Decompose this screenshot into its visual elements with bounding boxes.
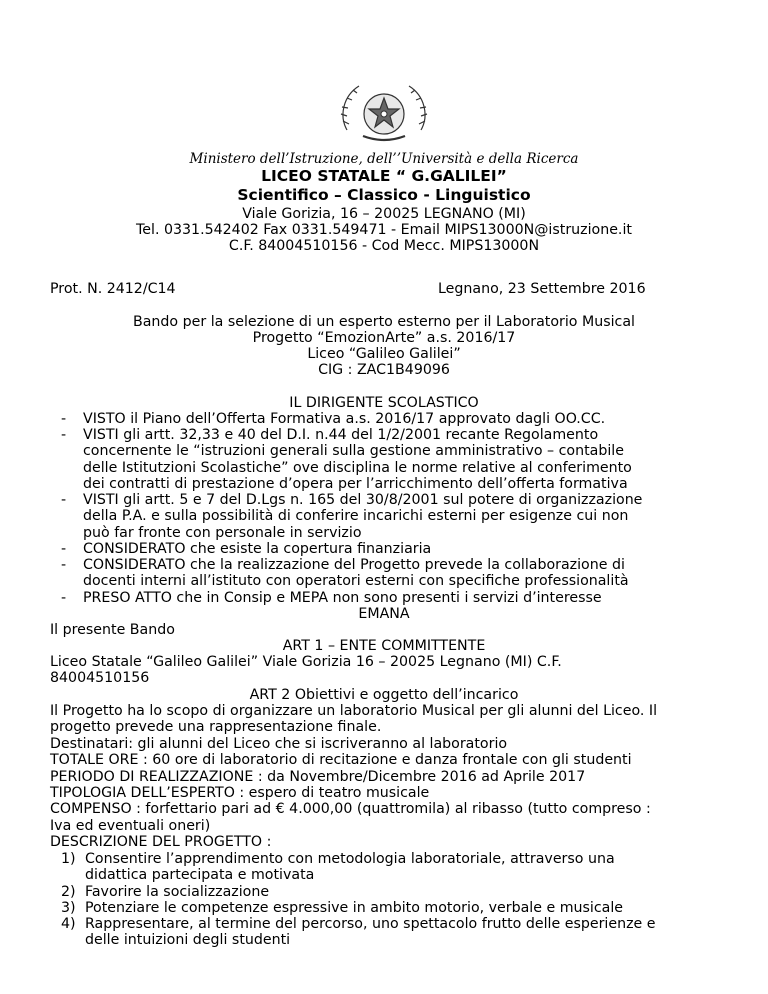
presente-bando: Il presente Bando: [50, 622, 175, 638]
premise-item: - VISTO il Piano dell’Offerta Formativa a.s. 2016/17 approvato dagli OO.CC.: [61, 411, 606, 427]
italian-republic-emblem-icon: [335, 78, 433, 148]
school-type: Scientifico – Classico - Linguistico: [237, 186, 531, 204]
dirigente-heading: IL DIRIGENTE SCOLASTICO: [289, 395, 479, 411]
protocol-date: Legnano, 23 Settembre 2016: [438, 281, 646, 297]
subject-line-3: Liceo “Galileo Galilei”: [307, 346, 461, 362]
premise-item: - VISTI gli artt. 32,33 e 40 del D.I. n.44 del 1/2/2001 recante Regolamento concernente le “istruzioni generali sulla gestione amministrativo – contabile delle Istitutzioni Scolastiche” ove disciplina le norme relative al conferimento dei contratti di prestazione d’opera per l’arricchimento dell’offerta formativa: [61, 427, 632, 493]
protocol-number: Prot. N. 2412/C14: [50, 281, 176, 297]
description-item: 3) Potenziare le competenze espressive in ambito motorio, verbale e musicale: [61, 900, 624, 916]
art1-body: Liceo Statale “Galileo Galilei” Viale Gorizia 16 – 20025 Legnano (MI) C.F. 84004510156: [50, 654, 562, 687]
school-name: LICEO STATALE “ G.GALILEI”: [261, 167, 507, 185]
subject-line-4: CIG : ZAC1B49096: [318, 362, 450, 378]
ministry-line: Ministero dell’Istruzione, dell’’Università e della Ricerca: [189, 151, 579, 167]
emana-heading: EMANA: [358, 606, 410, 622]
school-codes: C.F. 84004510156 - Cod Mecc. MIPS13000N: [228, 238, 540, 254]
subject-line-2: Progetto “EmozionArte” a.s. 2016/17: [252, 330, 516, 346]
art2-title: ART 2 Obiettivi e oggetto dell’incarico: [249, 687, 519, 703]
subject-line-1: Bando per la selezione di un esperto esterno per il Laboratorio Musical: [133, 314, 635, 330]
description-item: 2) Favorire la socializzazione: [61, 884, 270, 900]
premise-item: - CONSIDERATO che la realizzazione del Progetto prevede la collaborazione di docenti interni all’istituto con operatori esterni con specifiche professionalità: [61, 557, 629, 590]
art1-title: ART 1 – ENTE COMMITTENTE: [282, 638, 486, 654]
premise-item: - VISTI gli artt. 5 e 7 del D.Lgs n. 165 del 30/8/2001 sul potere di organizzazione della P.A. e sulla possibilità di conferire incarichi esterni per esigenze cui non può far fronte con personale in servizio: [61, 492, 643, 541]
description-item: 4) Rappresentare, al termine del percorso, uno spettacolo frutto delle esperienze e delle intuizioni degli studenti: [61, 916, 656, 949]
school-address: Viale Gorizia, 16 – 20025 LEGNANO (MI): [242, 206, 526, 222]
description-item: 1) Consentire l’apprendimento con metodologia laboratoriale, attraverso una didattica partecipata e motivata: [61, 851, 615, 884]
premise-item: - CONSIDERATO che esiste la copertura finanziaria: [61, 541, 432, 557]
art2-body: Il Progetto ha lo scopo di organizzare un laboratorio Musical per gli alunni del Liceo. Il progetto prevede una rappresentazione finale. Destinatari: gli alunni del Liceo che si iscriveranno al laboratorio TOTALE ORE : 60 ore di laboratorio di recitazione e danza frontale con gli studenti PERIODO DI REALIZZAZIONE : da Novembre/Dicembre 2016 ad Aprile 2017 TIPOLOGIA DELL’ESPERTO : espero di teatro musicale COMPENSO : forfettario pari ad € 4.000,00 (quattromila) al ribasso (tutto compreso : Iva ed eventuali oneri) DESCRIZIONE DEL PROGETTO :: [50, 703, 658, 851]
premise-item: - PRESO ATTO che in Consip e MEPA non sono presenti i servizi d’interesse: [61, 590, 602, 606]
school-contacts: Tel. 0331.542402 Fax 0331.549471 - Email MIPS13000N@istruzione.it: [136, 222, 632, 238]
